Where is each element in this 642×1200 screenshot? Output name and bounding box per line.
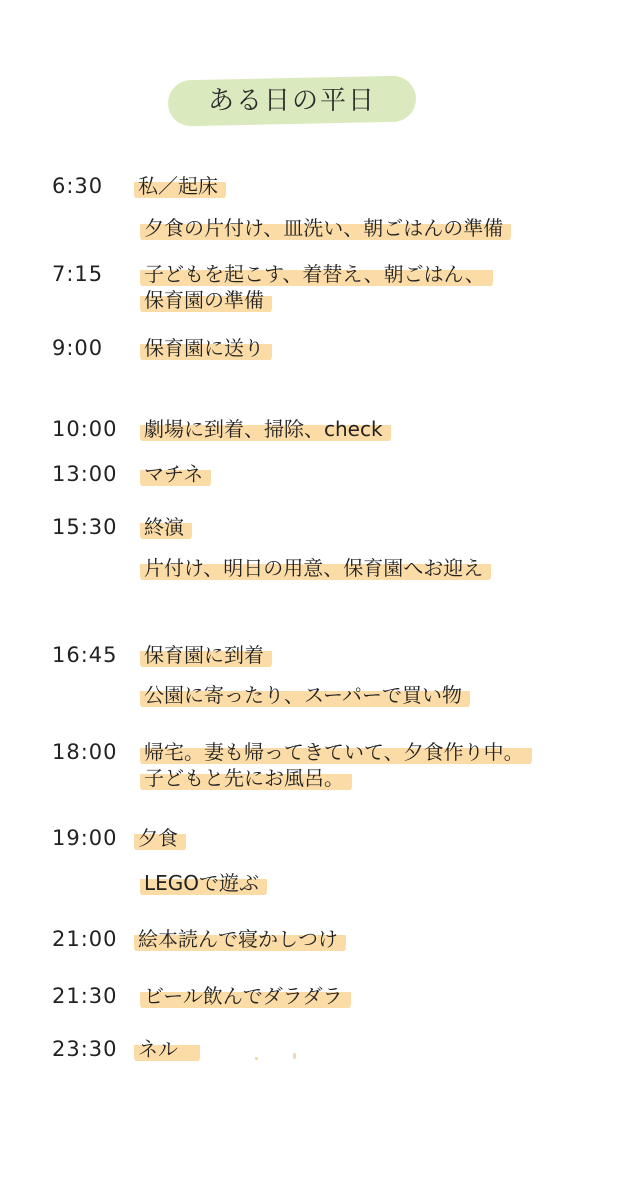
schedule-task: 帰宅。妻も帰ってきていて、夕食作り中。 [140,738,532,766]
schedule-time: 7:15 [52,262,104,286]
schedule-task: 夕食の片付け、皿洗い、朝ごはんの準備 [140,214,511,242]
schedule-task: 保育園に到着 [140,641,272,669]
schedule-task: 劇場に到着、掃除、check [140,415,391,443]
schedule-task: 絵本読んで寝かしつけ [134,925,346,953]
schedule-time: 13:00 [52,462,118,486]
schedule-task: 夕食 [134,824,186,852]
schedule-task: 私／起床 [134,172,226,200]
schedule-task: 子どもと先にお風呂。 [140,764,352,792]
schedule-task: LEGOで遊ぶ [140,869,267,897]
schedule-time: 18:00 [52,740,118,764]
schedule-time: 15:30 [52,515,118,539]
schedule-time: 21:00 [52,927,118,951]
schedule-task: 公園に寄ったり、スーパーで買い物 [140,681,470,709]
schedule-time: 9:00 [52,336,104,360]
decoration-dot [293,1053,296,1059]
title-banner [168,74,416,128]
schedule-task: 片付け、明日の用意、保育園へお迎え [140,554,491,582]
schedule-task: 保育園に送り [140,334,272,362]
schedule-time: 21:30 [52,984,118,1008]
schedule-task: 子どもを起こす、着替え、朝ごはん、 [140,260,493,288]
schedule-task: 保育園の準備 [140,286,272,314]
schedule-task: マチネ [140,460,211,488]
schedule-task: 終演 [140,513,192,541]
schedule-time: 10:00 [52,417,118,441]
schedule-time: 19:00 [52,826,118,850]
schedule-task: ビール飲んでダラダラ [140,982,351,1010]
schedule-time: 23:30 [52,1037,118,1061]
page-title: ある日の平日 [207,86,376,116]
schedule-time: 16:45 [52,643,118,667]
schedule-time: 6:30 [52,174,104,198]
schedule-task: ネル [134,1035,200,1063]
decoration-dot [255,1057,258,1060]
